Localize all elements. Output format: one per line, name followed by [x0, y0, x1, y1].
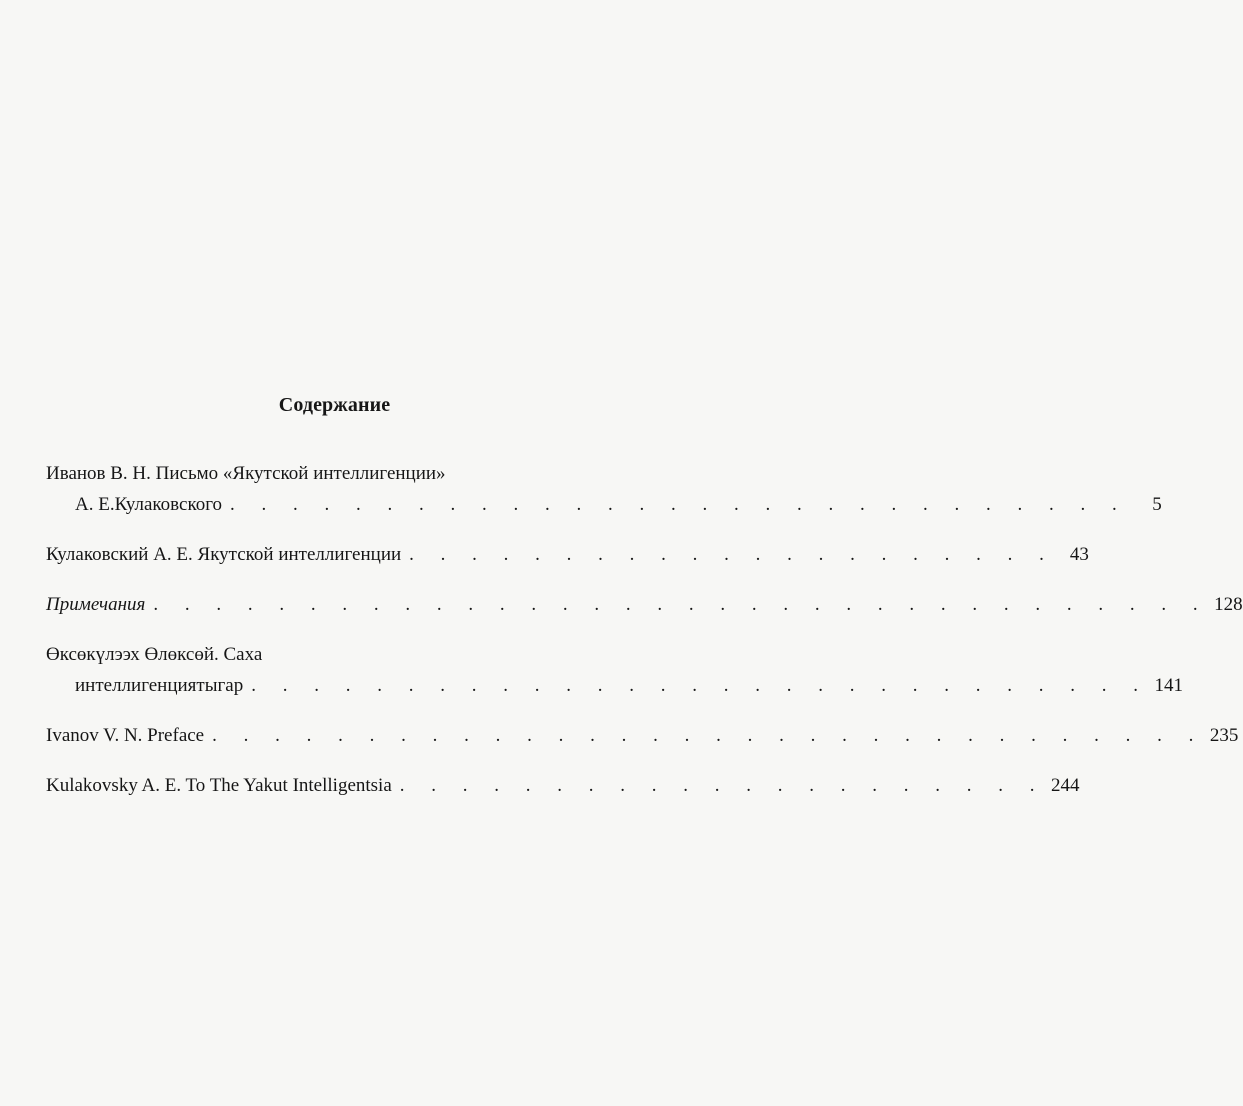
toc-page-number: 235: [1209, 725, 1239, 746]
toc-page-number: 5: [1152, 494, 1162, 515]
toc-entry-title-continued: А. Е.Кулаковского: [75, 494, 223, 515]
page-title: Содержание: [278, 394, 391, 416]
toc-entry-ivanov-letter: [46, 458, 1162, 520]
toc-entry-title: Иванов В. Н. Письмо «Якутской интеллигенции»: [46, 463, 446, 484]
dot-leader: . . . . . . . . . . . . . . . . . . . . . . . . . . . . . . . . . .: [153, 594, 1209, 615]
toc-page-number: 43: [1069, 544, 1089, 565]
toc-page-number: 141: [1154, 675, 1183, 696]
dot-leader: . . . . . . . . . . . . . . . . . . . . . . . . . . . . . . . .: [212, 725, 1205, 746]
toc-entry-notes: [46, 589, 1243, 620]
table-of-contents: [46, 458, 1243, 820]
toc-entry-preface: [46, 720, 1239, 751]
dot-leader: . . . . . . . . . . . . . . . . . . . . . . . . . . . . .: [230, 494, 1128, 515]
toc-entry-title: Kulakovsky A. E. To The Yakut Intelligentsia: [46, 775, 392, 796]
toc-entry-title: Кулаковский А. Е. Якутской интеллигенции: [46, 544, 402, 565]
toc-entry-title: Ivanov V. N. Preface: [46, 725, 205, 746]
toc-entry-kulakovsky-ru: [46, 539, 1089, 570]
toc-page-number: 128: [1214, 594, 1243, 615]
toc-entry-title: Өксөкүлээх Өлөксөй. Саха: [46, 644, 263, 665]
toc-entry-title: Примечания: [46, 594, 146, 615]
toc-entry-yakut: [46, 639, 1183, 701]
toc-page-number: 244: [1051, 775, 1080, 796]
toc-entry-kulakovsky-en: [46, 770, 1080, 801]
toc-entry-title-continued: интеллигенциятыгар: [75, 675, 244, 696]
dot-leader: . . . . . . . . . . . . . . . . . . . . .: [399, 775, 1046, 796]
dot-leader: . . . . . . . . . . . . . . . . . . . . . . . . . . . . .: [251, 675, 1149, 696]
dot-leader: . . . . . . . . . . . . . . . . . . . . .: [409, 544, 1055, 565]
